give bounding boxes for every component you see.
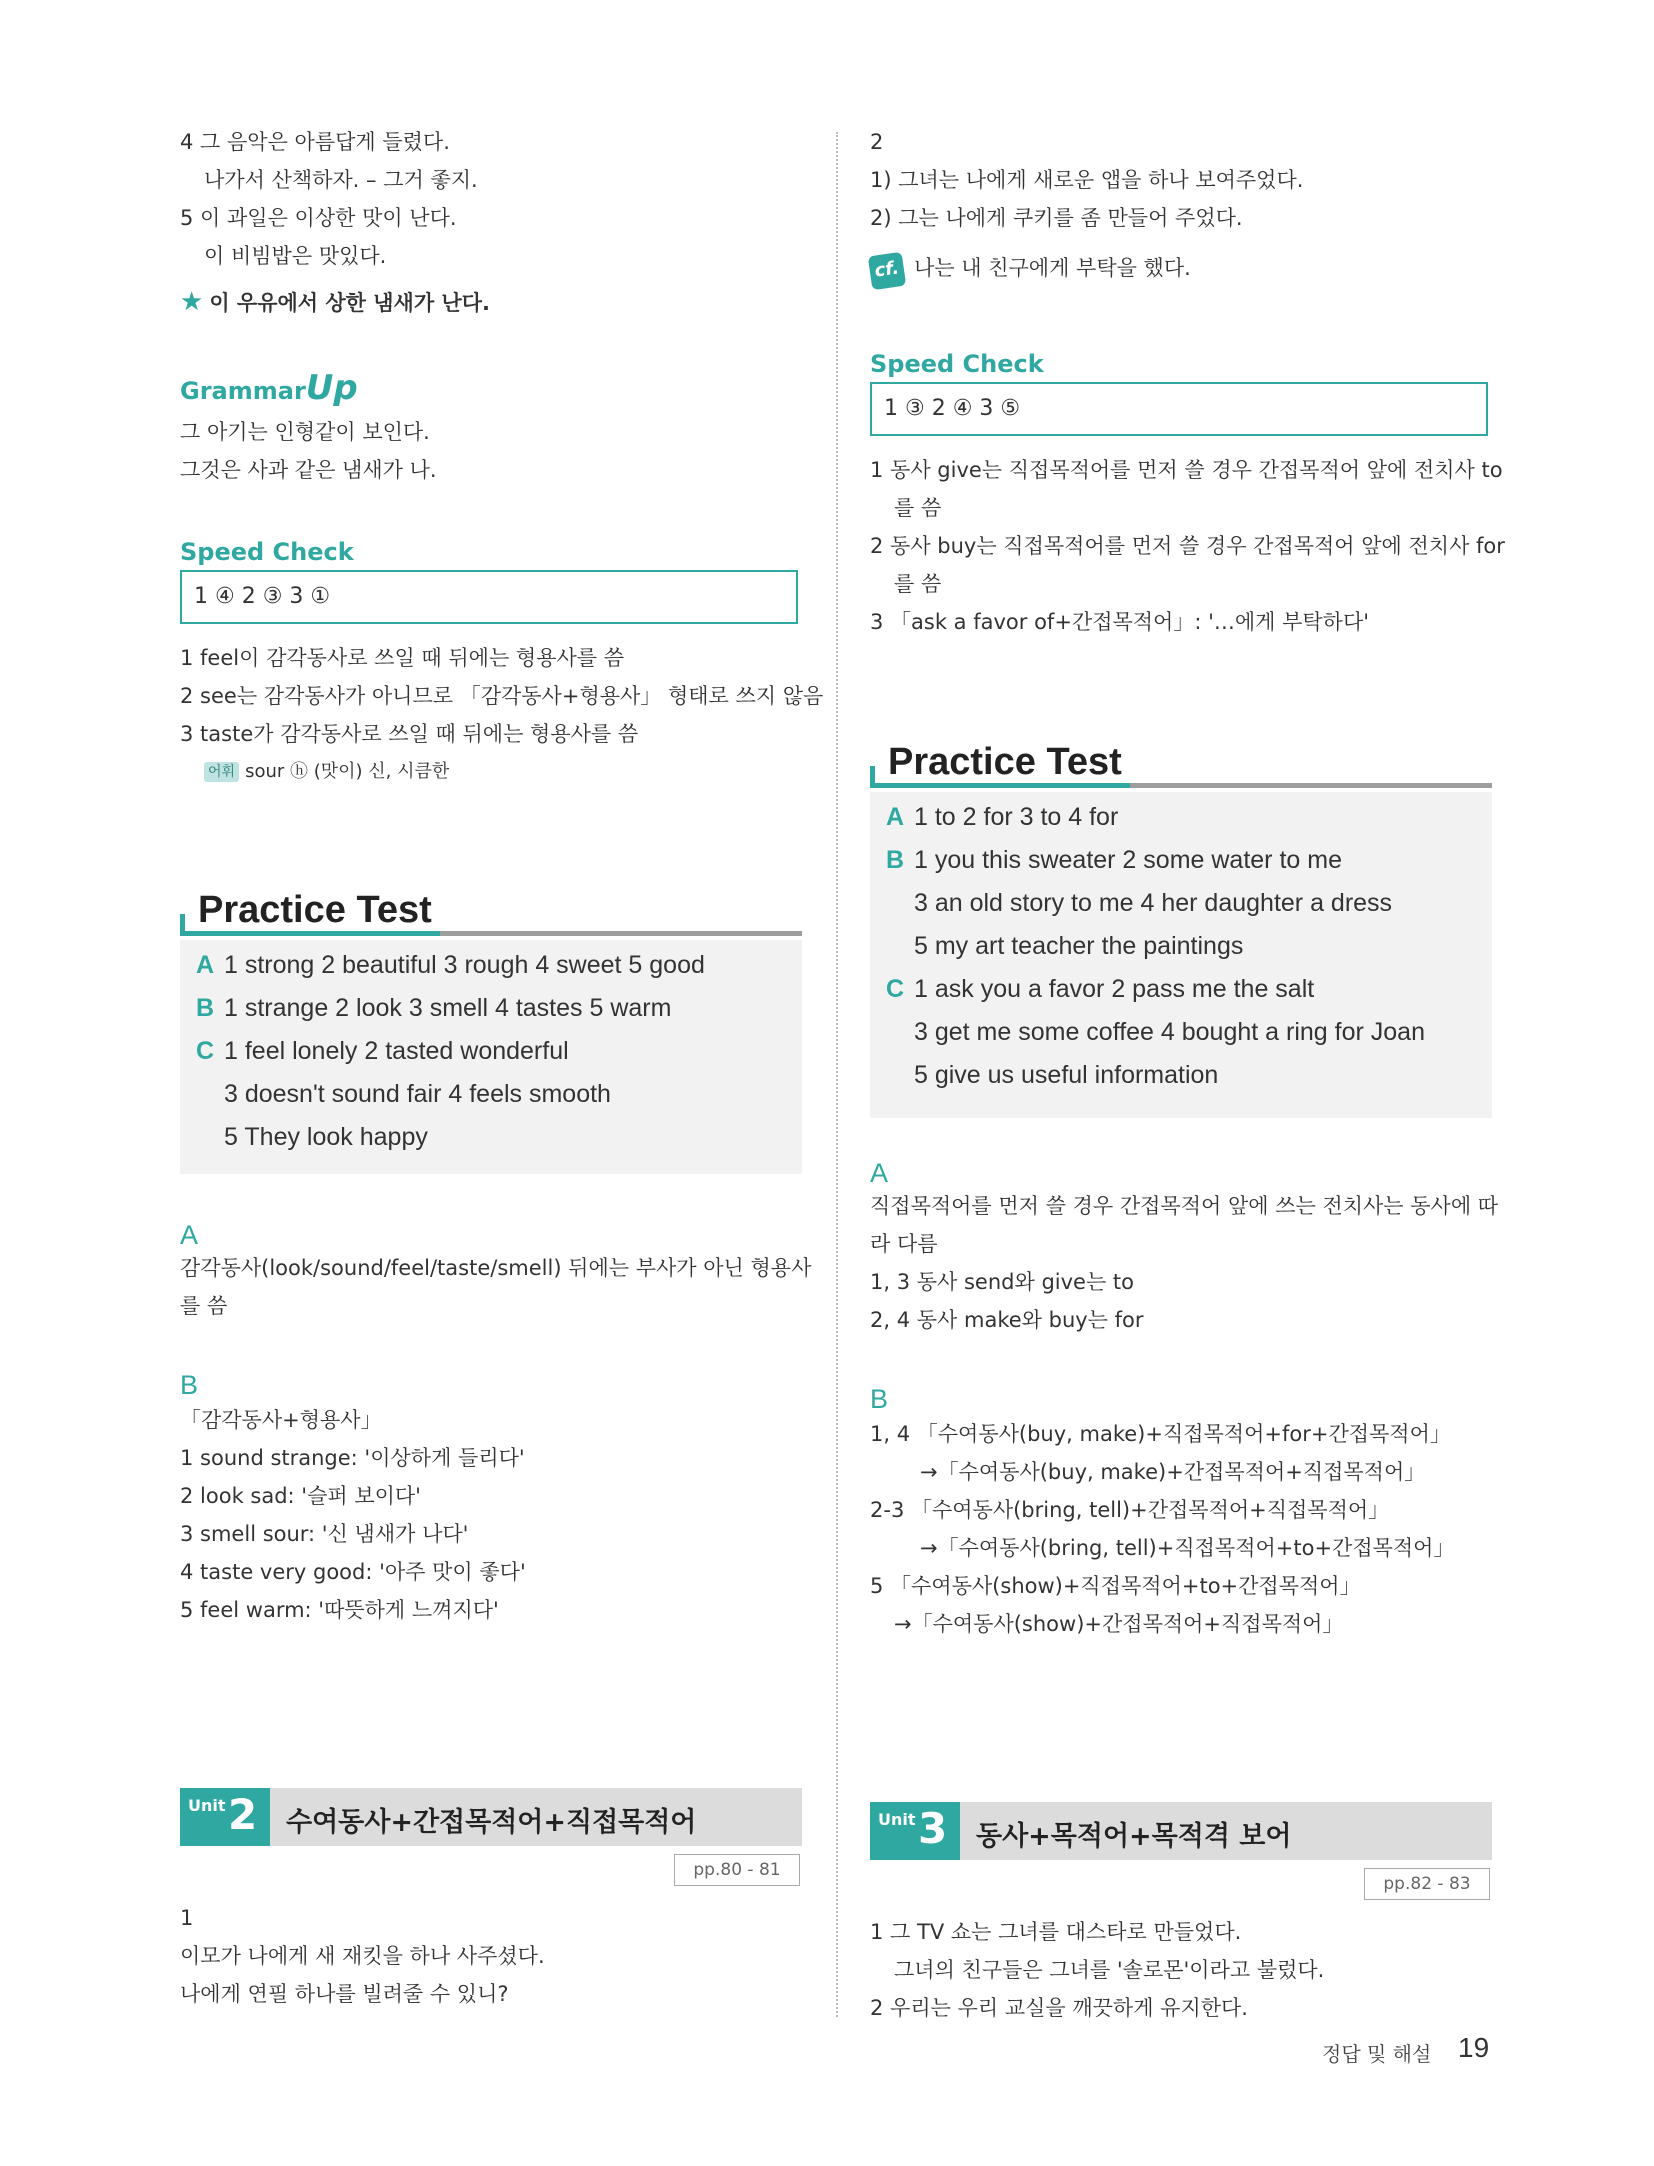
text-line: 1, 4 「수여동사(buy, make)+직접목적어+for+간접목적어」 xyxy=(870,1422,1451,1446)
answer-text: 1 you this sweater 2 some water to me xyxy=(914,846,1342,874)
practice-test-answers xyxy=(870,792,1492,1118)
title-left-accent xyxy=(870,766,875,788)
practice-test-title-text: Practice Test xyxy=(198,889,432,931)
cf-text: 나는 내 친구에게 부탁을 했다. xyxy=(914,256,1191,280)
vocab-text: sour ⓗ (맛이) 신, 시큼한 xyxy=(245,761,450,782)
text-line: 그 아기는 인형같이 보인다. xyxy=(180,420,430,444)
text-line: 2) 그는 나에게 쿠키를 좀 만들어 주었다. xyxy=(870,206,1243,230)
unit-word: Unit xyxy=(878,1810,916,1829)
vocab-tag: 어휘 xyxy=(204,762,239,782)
text-line: 감각동사(look/sound/feel/taste/smell) 뒤에는 부사가 아닌 형용사 xyxy=(180,1256,812,1280)
column-divider xyxy=(836,132,838,2017)
unit-banner xyxy=(870,1802,1492,1860)
answer-row xyxy=(886,845,1342,875)
text-line: 1, 3 동사 send와 give는 to xyxy=(870,1270,1135,1294)
answer-text: 1 strong 2 beautiful 3 rough 4 sweet 5 good xyxy=(224,951,705,979)
vocab-line xyxy=(180,758,449,786)
unit-title: 동사+목적어+목적격 보어 xyxy=(976,1821,1292,1852)
answer-label: A xyxy=(886,803,905,831)
text-line: 이 비빔밥은 맛있다. xyxy=(204,244,387,268)
text-line: 2 xyxy=(870,130,884,154)
answer-label: B xyxy=(196,994,215,1022)
footer-label: 정답 및 해설 xyxy=(1322,2042,1432,2066)
page-range: pp.80 - 81 xyxy=(674,1854,800,1886)
unit-word: Unit xyxy=(188,1796,226,1815)
practice-test-title xyxy=(870,736,1492,788)
text-line: 를 씀 xyxy=(894,496,942,520)
unit-number: 3 xyxy=(918,1804,948,1853)
text-line: 그녀의 친구들은 그녀를 '솔로몬'이라고 불렀다. xyxy=(894,1958,1325,1982)
text-line: 1 동사 give는 직접목적어를 먼저 쓸 경우 간접목적어 앞에 전치사 to xyxy=(870,458,1503,482)
text-line: 2 우리는 우리 교실을 깨끗하게 유지한다. xyxy=(870,1996,1248,2020)
unit-title: 수여동사+간접목적어+직접목적어 xyxy=(286,1807,697,1838)
practice-test-title-text: Practice Test xyxy=(888,741,1122,783)
answer-row: 5 give us useful information xyxy=(914,1061,1219,1089)
section-letter: B xyxy=(180,1370,199,1400)
star-note-text: 이 우유에서 상한 냄새가 난다. xyxy=(209,291,490,315)
text-line: 직접목적어를 먼저 쓸 경우 간접목적어 앞에 쓰는 전치사는 동사에 따 xyxy=(870,1194,1499,1218)
grammar-up-up: Up xyxy=(305,368,358,408)
unit-badge xyxy=(870,1802,960,1860)
text-line: 1 sound strange: '이상하게 들리다' xyxy=(180,1446,525,1470)
answer-row: 3 doesn't sound fair 4 feels smooth xyxy=(224,1080,611,1108)
answer-row: 3 an old story to me 4 her daughter a dress xyxy=(914,889,1393,917)
answer-text: 1 to 2 for 3 to 4 for xyxy=(914,803,1119,831)
text-line: 나가서 산책하자. – 그거 좋지. xyxy=(204,168,478,192)
text-line: 2, 4 동사 make와 buy는 for xyxy=(870,1308,1144,1332)
text-line: 2 see는 감각동사가 아니므로 「감각동사+형용사」 형태로 쓰지 않음 xyxy=(180,684,824,708)
section-letter: A xyxy=(870,1158,889,1188)
text-line: →「수여동사(show)+간접목적어+직접목적어」 xyxy=(894,1612,1344,1636)
text-line: →「수여동사(buy, make)+간접목적어+직접목적어」 xyxy=(920,1460,1426,1484)
section-letter: A xyxy=(180,1220,199,1250)
text-line: →「수여동사(bring, tell)+직접목적어+to+간접목적어」 xyxy=(920,1536,1455,1560)
text-line: 「감각동사+형용사」 xyxy=(180,1408,382,1432)
text-line: 5 이 과일은 이상한 맛이 난다. xyxy=(180,206,457,230)
speed-check-heading: Speed Check xyxy=(870,350,1044,378)
text-line: 이모가 나에게 새 재킷을 하나 사주셨다. xyxy=(180,1944,545,1968)
text-line: 5 feel warm: '따뜻하게 느껴지다' xyxy=(180,1598,499,1622)
star-note xyxy=(180,288,490,317)
title-left-accent xyxy=(180,914,185,936)
answer-label: C xyxy=(196,1037,215,1065)
star-icon: ★ xyxy=(180,287,204,317)
text-line: 4 그 음악은 아름답게 들렸다. xyxy=(180,130,450,154)
answer-text: 1 ask you a favor 2 pass me the salt xyxy=(914,975,1315,1003)
speed-check-answers: 1 ③ 2 ④ 3 ⑤ xyxy=(870,382,1488,436)
answer-row xyxy=(196,1036,569,1066)
speed-check-heading: Speed Check xyxy=(180,538,354,566)
answer-label: C xyxy=(886,975,905,1003)
answer-text: 1 strange 2 look 3 smell 4 tastes 5 warm xyxy=(224,994,672,1022)
text-line: 라 다름 xyxy=(870,1232,938,1256)
page-number: 19 xyxy=(1458,2032,1490,2063)
answer-row xyxy=(886,974,1314,1004)
text-line: 를 씀 xyxy=(894,572,942,596)
speed-check-answers: 1 ④ 2 ③ 3 ① xyxy=(180,570,798,624)
answer-row: 3 get me some coffee 4 bought a ring for Joan xyxy=(914,1018,1425,1046)
text-line: 4 taste very good: '아주 맛이 좋다' xyxy=(180,1560,526,1584)
text-line: 2-3 「수여동사(bring, tell)+간접목적어+직접목적어」 xyxy=(870,1498,1390,1522)
answer-row: 5 my art teacher the paintings xyxy=(914,932,1244,960)
text-line: 1) 그녀는 나에게 새로운 앱을 하나 보여주었다. xyxy=(870,168,1304,192)
text-line: 나에게 연필 하나를 빌려줄 수 있니? xyxy=(180,1982,509,2006)
text-line: 2 동사 buy는 직접목적어를 먼저 쓸 경우 간접목적어 앞에 전치사 for xyxy=(870,534,1505,558)
text-line: 3 「ask a favor of+간접목적어」: '…에게 부탁하다' xyxy=(870,610,1370,634)
text-line: 를 씀 xyxy=(180,1294,228,1318)
answer-label: B xyxy=(886,846,905,874)
text-line: 3 smell sour: '신 냄새가 나다' xyxy=(180,1522,469,1546)
unit-banner xyxy=(180,1788,802,1846)
text-line: 2 look sad: '슬퍼 보이다' xyxy=(180,1484,421,1508)
text-line: 1 feel이 감각동사로 쓰일 때 뒤에는 형용사를 씀 xyxy=(180,646,625,670)
text-line: 그것은 사과 같은 냄새가 나. xyxy=(180,458,437,482)
page-range: pp.82 - 83 xyxy=(1364,1868,1490,1900)
answer-row xyxy=(196,950,705,980)
answer-row xyxy=(886,802,1118,832)
practice-test-answers xyxy=(180,940,802,1174)
answer-row xyxy=(196,993,671,1023)
practice-test-title xyxy=(180,884,802,936)
unit-number: 2 xyxy=(228,1790,258,1839)
grammar-up-heading xyxy=(180,368,358,408)
unit-badge xyxy=(180,1788,270,1846)
text-line: 1 그 TV 쇼는 그녀를 대스타로 만들었다. xyxy=(870,1920,1242,1944)
section-letter: B xyxy=(870,1384,889,1414)
answer-text: 1 feel lonely 2 tasted wonderful xyxy=(224,1037,569,1065)
cf-note xyxy=(870,254,1191,288)
text-line: 5 「수여동사(show)+직접목적어+to+간접목적어」 xyxy=(870,1574,1361,1598)
text-line: 3 taste가 감각동사로 쓰일 때 뒤에는 형용사를 씀 xyxy=(180,722,639,746)
cf-icon: cf. xyxy=(868,252,906,290)
answer-row: 5 They look happy xyxy=(224,1123,428,1151)
grammar-up-word: Grammar xyxy=(180,377,306,405)
answer-label: A xyxy=(196,951,215,979)
text-line: 1 xyxy=(180,1906,194,1930)
